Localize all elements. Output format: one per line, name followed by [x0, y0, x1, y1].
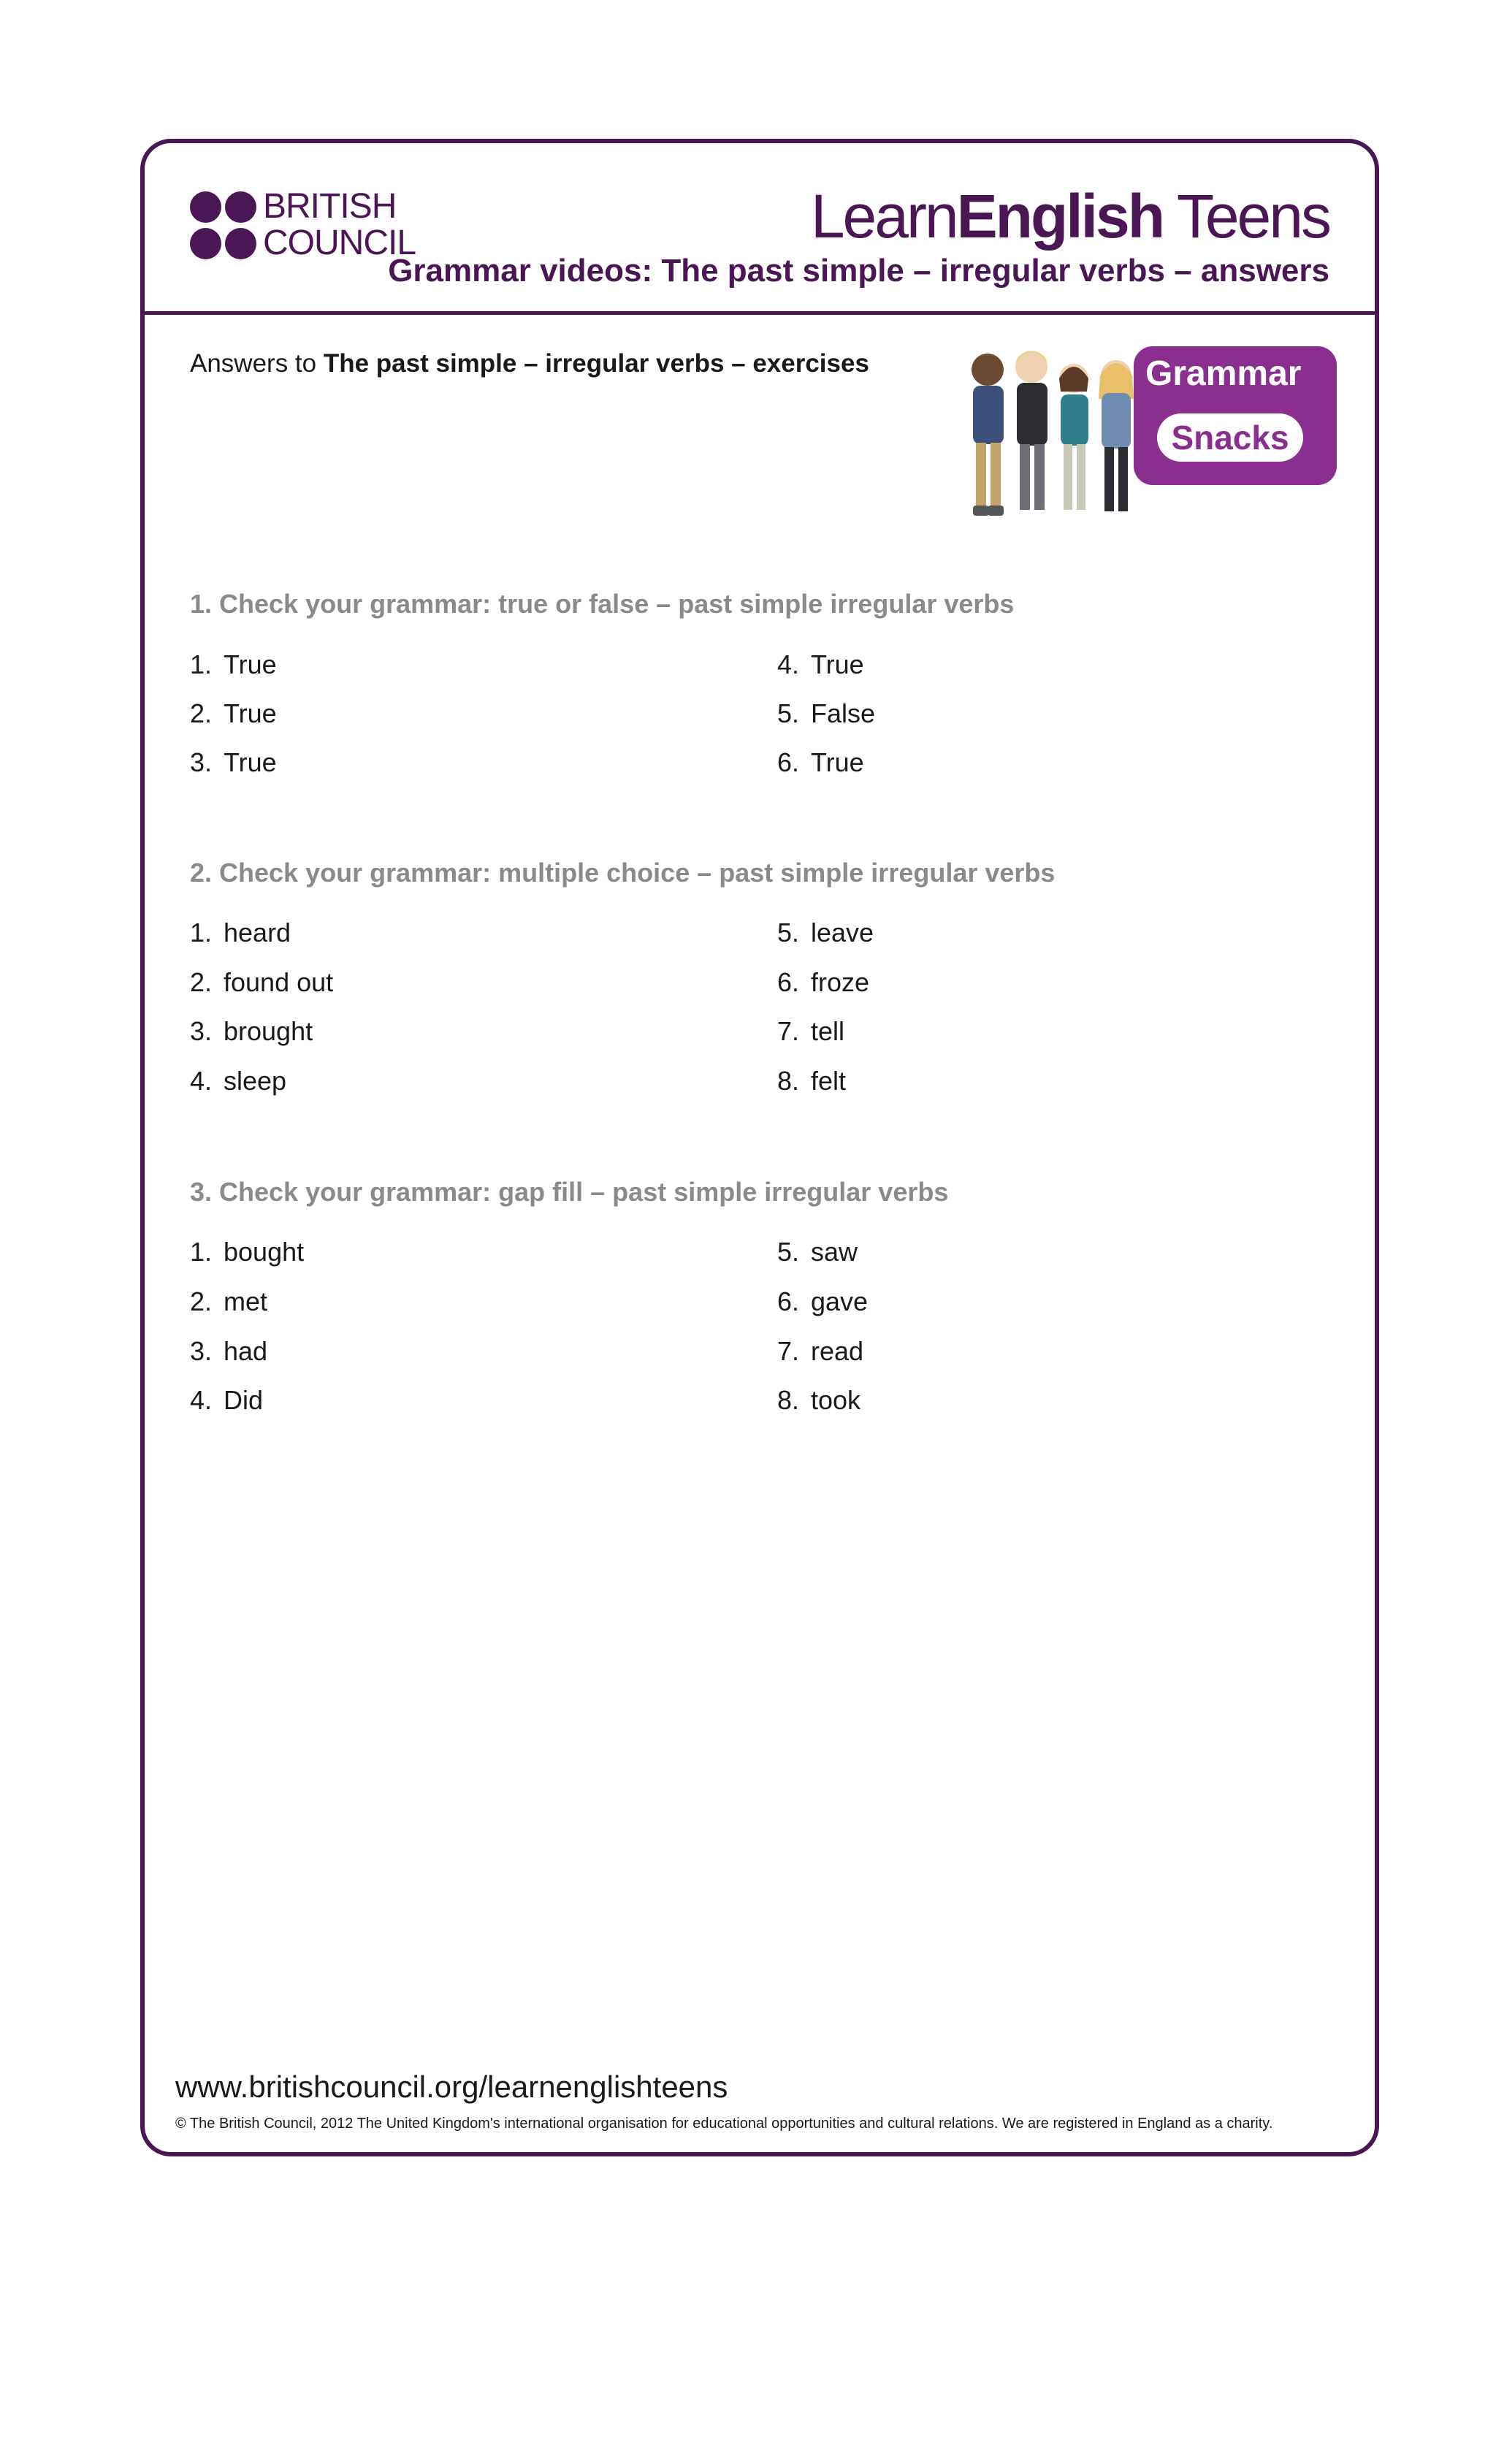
brand-english: English — [956, 182, 1164, 251]
list-item: 7. read — [777, 1336, 864, 1366]
section-2-title: 2. Check your grammar: multiple choice – past simple irregular verbs — [190, 858, 1056, 888]
list-item: 3. True — [190, 747, 277, 777]
list-item: 2. True — [190, 698, 277, 728]
brand-learn: Learn — [810, 182, 957, 251]
list-item: 4. Did — [190, 1385, 264, 1415]
list-item: 5. saw — [777, 1237, 858, 1267]
page-title: Grammar videos: The past simple – irregular verbs – answers — [388, 253, 1329, 289]
list-item: 7. tell — [777, 1016, 845, 1046]
brand-teens: Teens — [1163, 182, 1329, 251]
list-item: 1. bought — [190, 1237, 305, 1267]
list-item: 1. True — [190, 649, 277, 679]
footer-copyright: © The British Council, 2012 The United Kingdom's international organisation for educational opportunities and cultural relations. We are registered in England as a charity. — [175, 2116, 1273, 2132]
grammar-snacks-badge — [958, 340, 1338, 523]
british-council-logo — [190, 187, 416, 267]
list-item: 6. gave — [777, 1286, 869, 1316]
intro-prefix: Answers to — [190, 349, 324, 378]
intro-line — [190, 349, 869, 378]
section-1-title: 1. Check your grammar: true or false – past simple irregular verbs — [190, 589, 1015, 619]
section-3-title: 3. Check your grammar: gap fill – past simple irregular verbs — [190, 1177, 949, 1207]
list-item: 6. froze — [777, 967, 870, 997]
list-item: 5. leave — [777, 918, 874, 947]
list-item: 6. True — [777, 747, 864, 777]
list-item: 3. had — [190, 1336, 268, 1366]
badge-line-1: Grammar — [1145, 354, 1302, 393]
list-item: 1. heard — [190, 918, 291, 947]
list-item: 8. took — [777, 1385, 861, 1415]
british-council-wordmark — [263, 188, 416, 262]
list-item: 8. felt — [777, 1066, 847, 1096]
org-line-2: COUNCIL — [263, 224, 416, 262]
british-council-dots-icon — [190, 191, 257, 262]
org-line-1: BRITISH — [263, 187, 397, 226]
grammar-snacks-label — [1134, 346, 1337, 485]
intro-bold: The past simple – irregular verbs – exercises — [323, 349, 869, 378]
learnenglish-teens-logo — [811, 181, 1329, 252]
list-item: 4. sleep — [190, 1066, 287, 1096]
list-item: 5. False — [777, 698, 876, 728]
footer-url-link[interactable]: www.britishcouncil.org/learnenglishteens — [175, 2070, 728, 2104]
list-item: 3. brought — [190, 1016, 313, 1046]
list-item: 2. met — [190, 1286, 268, 1316]
badge-line-2: Snacks — [1157, 413, 1303, 462]
characters-illustration-icon — [958, 340, 1148, 523]
list-item: 2. found out — [190, 967, 334, 997]
list-item: 4. True — [777, 649, 864, 679]
header — [145, 143, 1375, 315]
worksheet-frame — [140, 139, 1379, 2156]
